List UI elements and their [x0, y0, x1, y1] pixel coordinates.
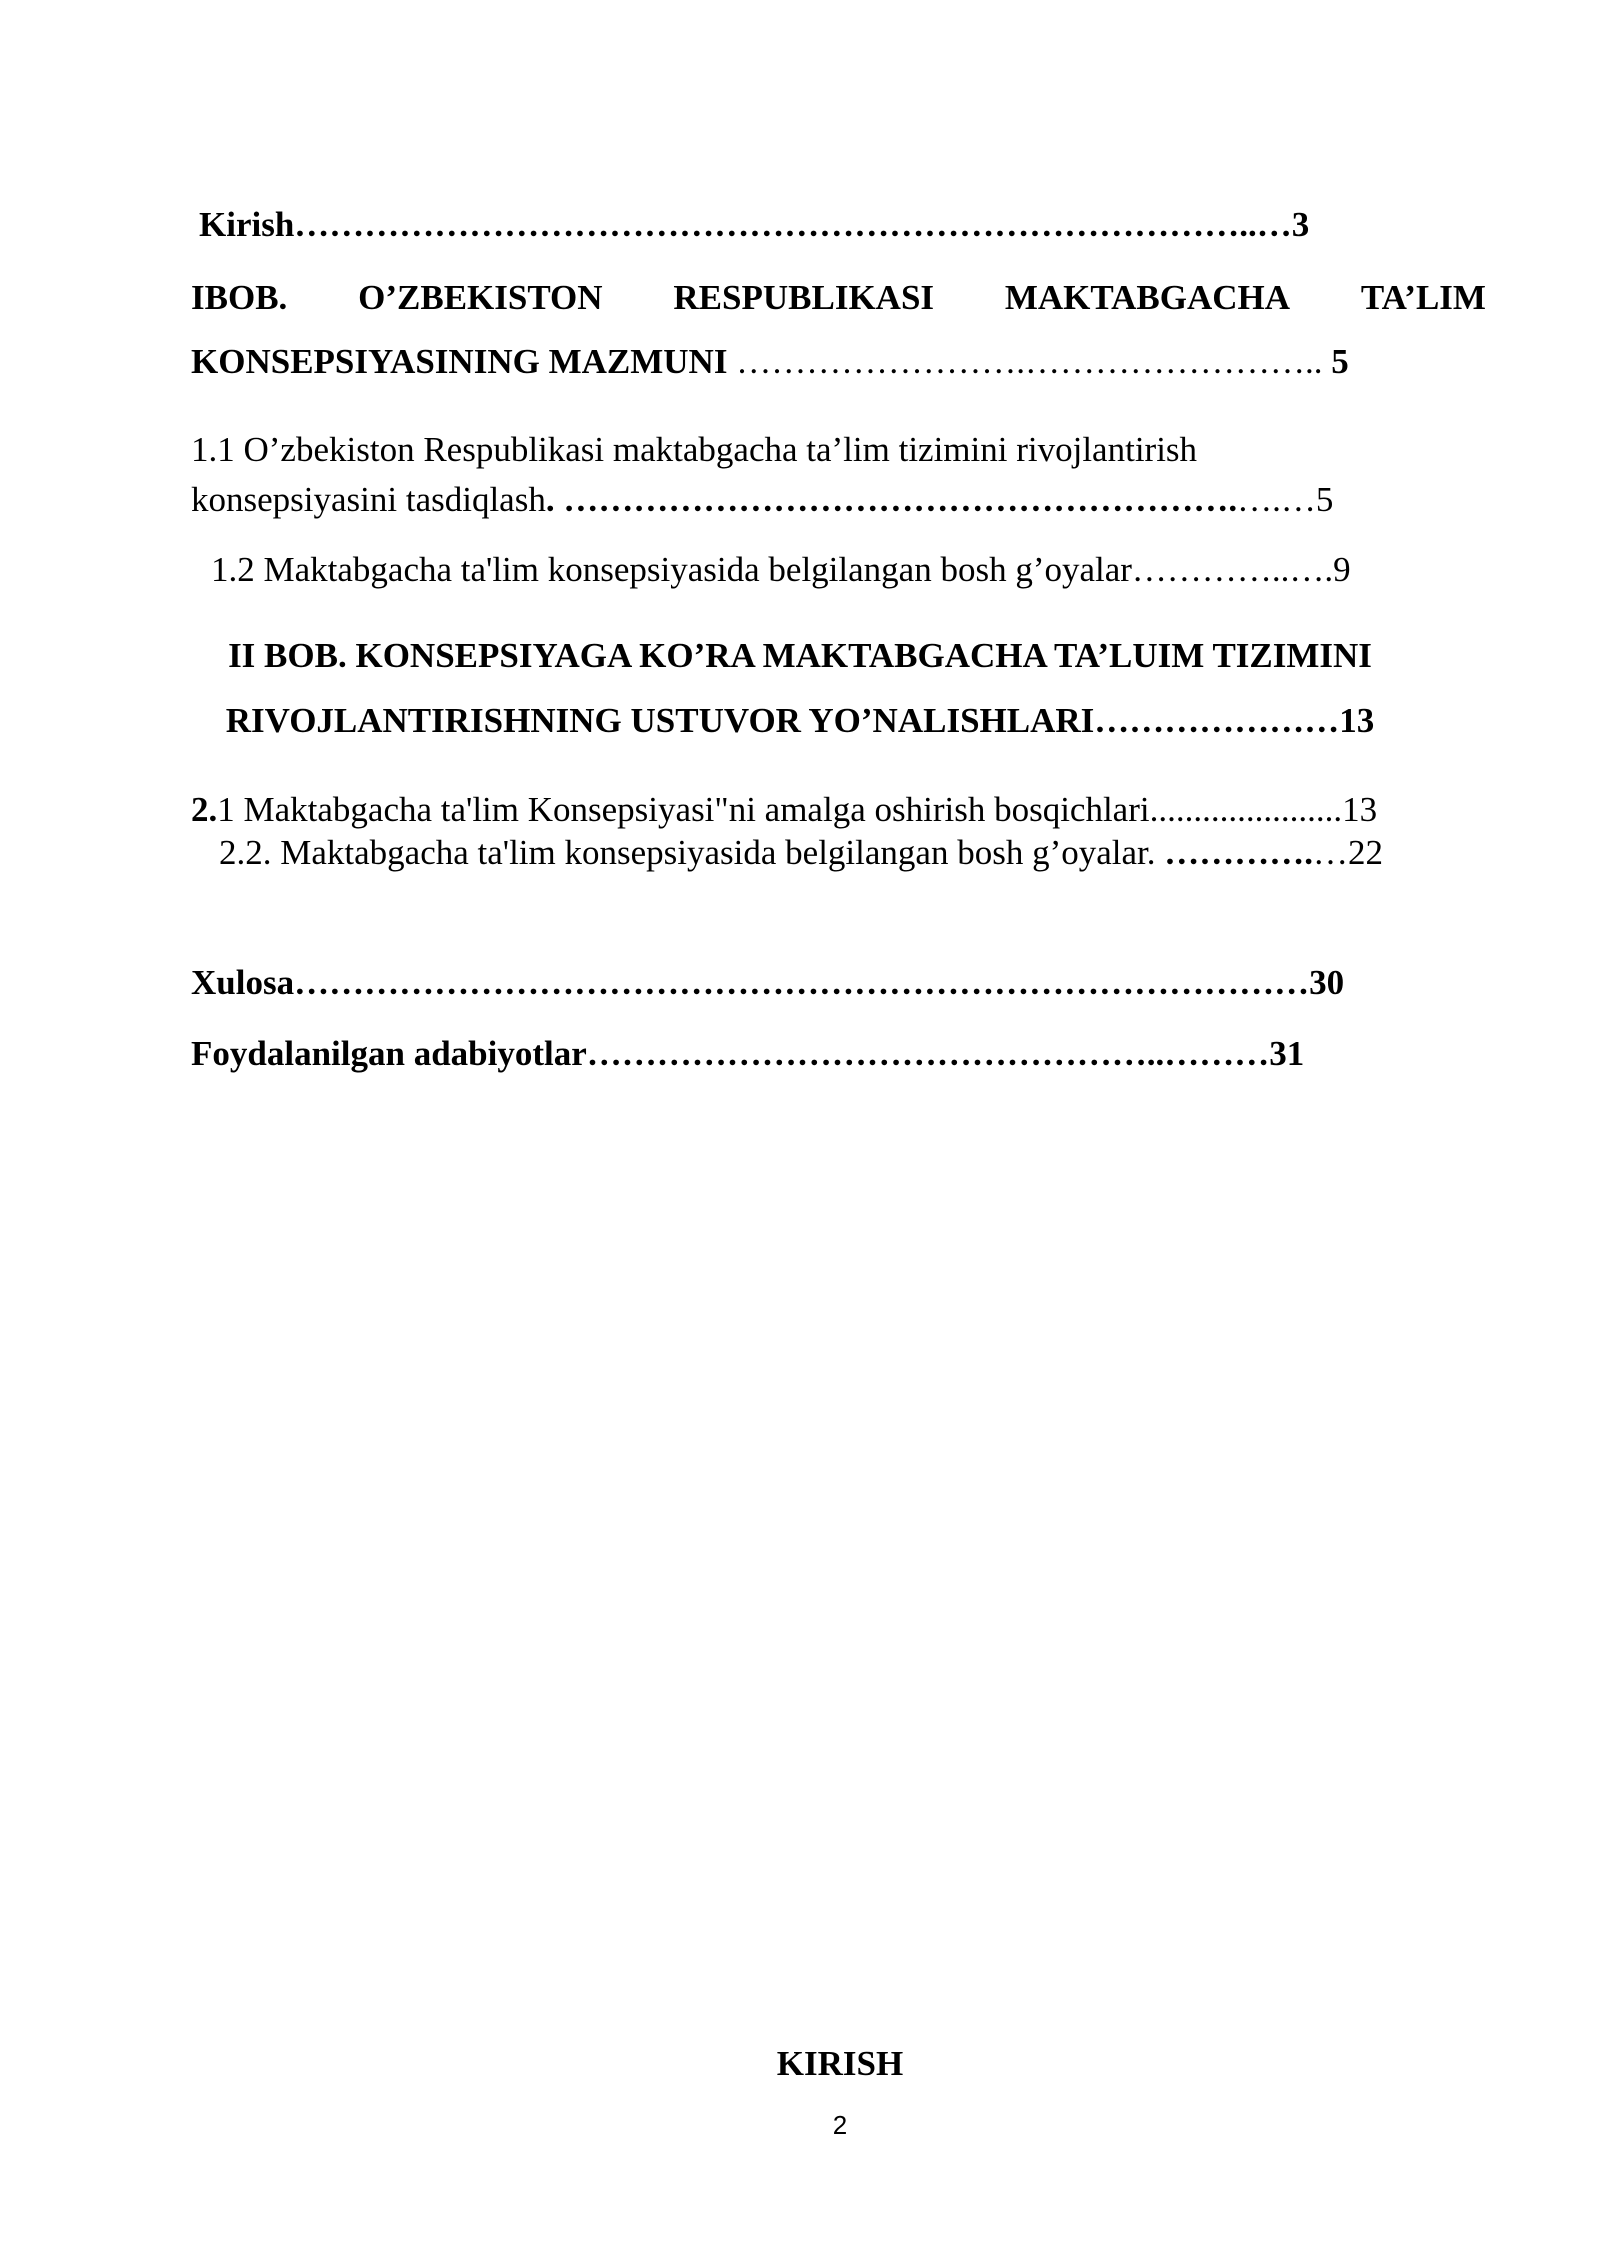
toc-page-number: 13	[1339, 701, 1375, 740]
toc-page-number: 5	[1331, 342, 1349, 381]
toc-chapter-1-word: MAKTABGACHA	[1004, 278, 1291, 317]
toc-entry-1-2	[211, 552, 1351, 587]
toc-entry-kirish	[199, 207, 1309, 242]
toc-chapter-1-word: TA’LIM	[1360, 278, 1486, 317]
toc-leader-dots: …………………….……………………..	[727, 342, 1332, 381]
toc-page-number: 5	[1315, 480, 1334, 519]
toc-chapter-1-title-line-1	[191, 280, 1486, 315]
toc-leader-dots: . ………………………………………………….	[545, 480, 1238, 519]
toc-chapter-1-title-line-2	[191, 344, 1349, 379]
toc-chapter-2-title-line-1: II BOB. KONSEPSIYAGA KO’RA MAKTABGACHA TA’LUIM TIZIMINI	[228, 636, 1372, 675]
toc-entry-title: KONSEPSIYASINING MAZMUNI	[191, 342, 728, 381]
toc-chapter-2-title-line-2	[0, 703, 1600, 738]
toc-page-number: 13	[1342, 790, 1378, 829]
toc-entry-title: konsepsiyasini tasdiqlash	[191, 480, 546, 519]
toc-entry-title: Kirish	[199, 205, 295, 244]
toc-entry-title: Xulosa	[191, 963, 295, 1002]
toc-entry-title: 1 Maktabgacha ta'lim Konsepsiyasi"ni amalga oshirish bosqichlari	[217, 790, 1150, 829]
toc-entry-2-2	[219, 835, 1383, 870]
toc-chapter-1-word: IBOB.	[191, 278, 288, 317]
toc-chapter-1-word: O’ZBEKISTON	[358, 278, 603, 317]
toc-leader-dots: ….…	[1237, 480, 1316, 519]
toc-entry-title: Foydalanilgan adabiyotlar	[191, 1034, 587, 1073]
toc-leader-dots: …………………………………………..………	[586, 1034, 1270, 1073]
toc-page-number: 3	[1291, 205, 1310, 244]
toc-page-number: 31	[1269, 1034, 1305, 1073]
toc-leader-dots: ......................	[1149, 790, 1343, 829]
toc-entry-adabiyotlar	[191, 1036, 1304, 1071]
toc-entry-title: RIVOJLANTIRISHNING USTUVOR YO’NALISHLARI	[225, 701, 1095, 740]
toc-entry-xulosa	[191, 965, 1344, 1000]
toc-page-number: 9	[1333, 550, 1351, 589]
toc-leader-dots: ………………………………………………………………………..…	[294, 205, 1292, 244]
toc-entry-1-1-line-2	[191, 482, 1333, 517]
toc-leader-dots: …………..….	[1131, 550, 1334, 589]
toc-entry-2-1	[191, 792, 1377, 827]
toc-leader-dots: ………….	[1164, 833, 1313, 872]
toc-entry-1-1-line-1: 1.1 O’zbekiston Respublikasi maktabgacha ta’lim tizimini rivojlantirish	[191, 430, 1198, 469]
section-heading-kirish: KIRISH	[776, 2044, 904, 2083]
toc-leader-dots: ……………………………………………………………………………	[294, 963, 1310, 1002]
toc-entry-number: 2.	[191, 790, 218, 829]
toc-page-number: 30	[1309, 963, 1345, 1002]
toc-leader-dots: …………………	[1094, 701, 1340, 740]
toc-entry-title: 2.2. Maktabgacha ta'lim konsepsiyasida belgilangan bosh g’oyalar.	[219, 833, 1165, 872]
toc-page-number: 22	[1348, 833, 1383, 872]
toc-entry-title: 1.2 Maktabgacha ta'lim konsepsiyasida belgilangan bosh g’oyalar	[211, 550, 1132, 589]
page-number: 2	[832, 2110, 848, 2140]
toc-chapter-1-word: RESPUBLIKASI	[673, 278, 935, 317]
toc-leader-dots: …	[1313, 833, 1348, 872]
